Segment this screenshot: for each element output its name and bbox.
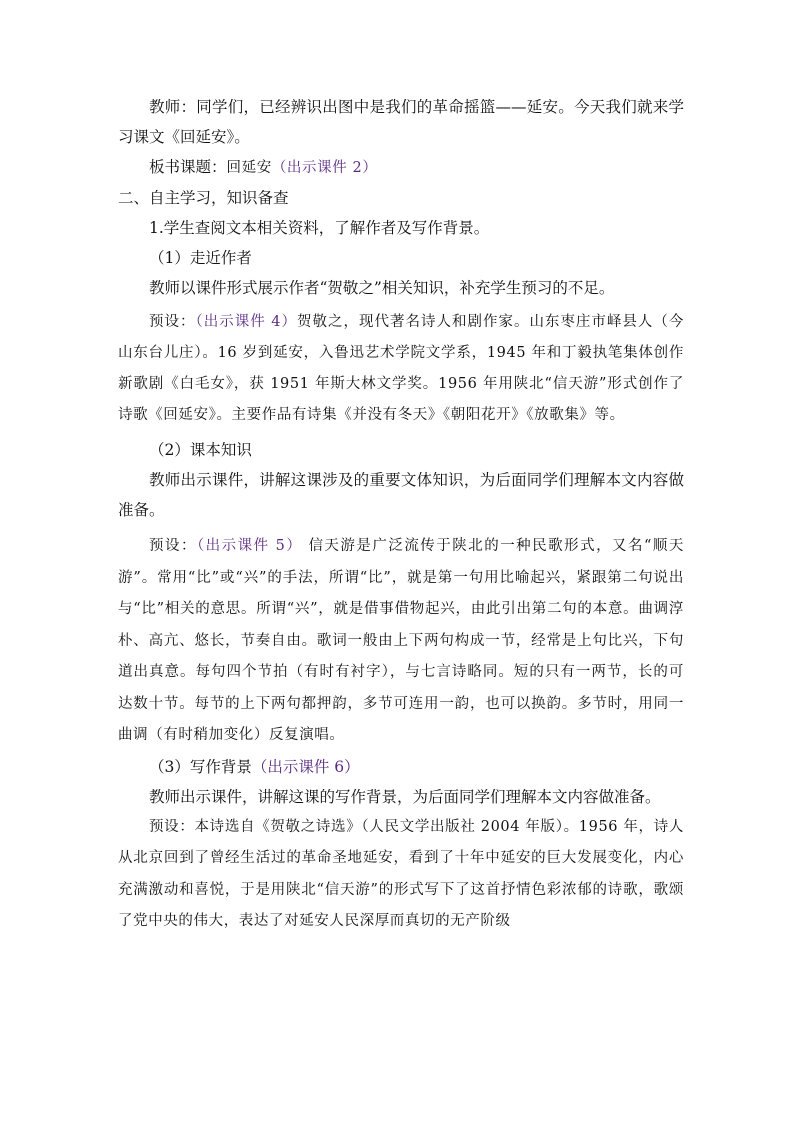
section-heading-self-study <box>118 183 684 213</box>
courseware-note: （出示课件 5） <box>196 538 303 554</box>
paragraph-text: 教师：同学们，已经辨识出图中是我们的革命摇篮——延安。今天我们就来学习课文《回延安》。 <box>118 98 684 146</box>
paragraph-text: 教师出示课件，讲解这课涉及的重要文体知识，为后面同学们理解本文内容做准备。 <box>118 471 684 519</box>
document-body <box>118 92 684 938</box>
paragraph-text: 本诗选自《贺敬之诗选》（人民文学出版社 2004 年版）。1956 年，诗人从北京回到了曾经生活过的革命圣地延安，看到了十年中延安的巨大发展变化，内心充满激动和喜悦，于是用陕北“信天游”的形式写下了这首抒情色彩浓郁的诗歌，歌颂了党中央的伟大，表达了对延安人民深厚而真切的无产阶级 <box>118 818 684 929</box>
paragraph-teacher-intro <box>118 92 684 152</box>
paragraph-text: 贺敬之，现代著名诗人和剧作家。山东枣庄市峄县人（今山东台儿庄）。16 岁到延安，入鲁迅艺术学院文学系，1945 年和丁毅执笔集体创作新歌剧《白毛女》，获 1951 年斯大林文学奖。1956 年用陕北“信天游”形式创作了诗歌《回延安》。主要作品有诗集《并没有冬天》《朝阳花开》《放歌集》等。 <box>118 314 684 423</box>
paragraph-author-preset <box>118 307 684 431</box>
subheading-textbook <box>118 435 684 465</box>
paragraph-textbook-intro <box>118 465 684 525</box>
courseware-note: （出示课件 4） <box>195 314 298 330</box>
paragraph-author-intro <box>118 273 684 303</box>
subheading-author <box>118 243 684 273</box>
paragraph-step-1 <box>118 213 684 243</box>
label-text: 预设： <box>149 314 196 330</box>
paragraph-background-preset <box>118 812 684 938</box>
paragraph-text: 信天游是广泛流传于陕北的一种民歌形式，又名“顺天游”。常用“比”或“兴”的手法，所谓“比”，就是第一句用比喻起兴，紧跟第二句说出与“比”相关的意思。所谓“兴”，就是借事借物起兴，由此引出第二句的本意。曲调淳朴、高亢、悠长，节奏自由。歌词一般由上下两句构成一节，经常是上句比兴，下句道出真意。每句四个节拍（有时有衬字），与七言诗略同。短的只有一两节，长的可达数十节。每节的上下两句都押韵，多节可连用一韵，也可以换韵。多节时，用同一曲调（有时稍加变化）反复演唱。 <box>118 538 684 743</box>
paragraph-board-title <box>118 152 684 183</box>
heading-text: （1）走近作者 <box>149 249 252 267</box>
courseware-note: （出示课件 6） <box>251 757 360 776</box>
paragraph-background-intro <box>118 782 684 812</box>
heading-text: 二、自主学习，知识备查 <box>118 189 289 207</box>
paragraph-xintianyou-preset <box>118 531 684 752</box>
label-text: 预设： <box>149 818 195 835</box>
label-text: 板书课题： <box>149 158 227 176</box>
courseware-note: （出示课件 2） <box>271 160 378 176</box>
lesson-title: 回延安 <box>226 160 272 176</box>
paragraph-text: 1.学生查阅文本相关资料，了解作者及写作背景。 <box>149 219 490 237</box>
heading-text: （2）课本知识 <box>149 441 252 459</box>
paragraph-text: 教师出示课件，讲解这课的写作背景，为后面同学们理解本文内容做准备。 <box>149 787 661 806</box>
heading-text: （3）写作背景 <box>149 757 252 776</box>
label-text: 预设： <box>149 538 197 554</box>
subheading-background <box>118 752 684 782</box>
paragraph-text: 教师以课件形式展示作者“贺敬之”相关知识，补充学生预习的不足。 <box>149 279 615 297</box>
